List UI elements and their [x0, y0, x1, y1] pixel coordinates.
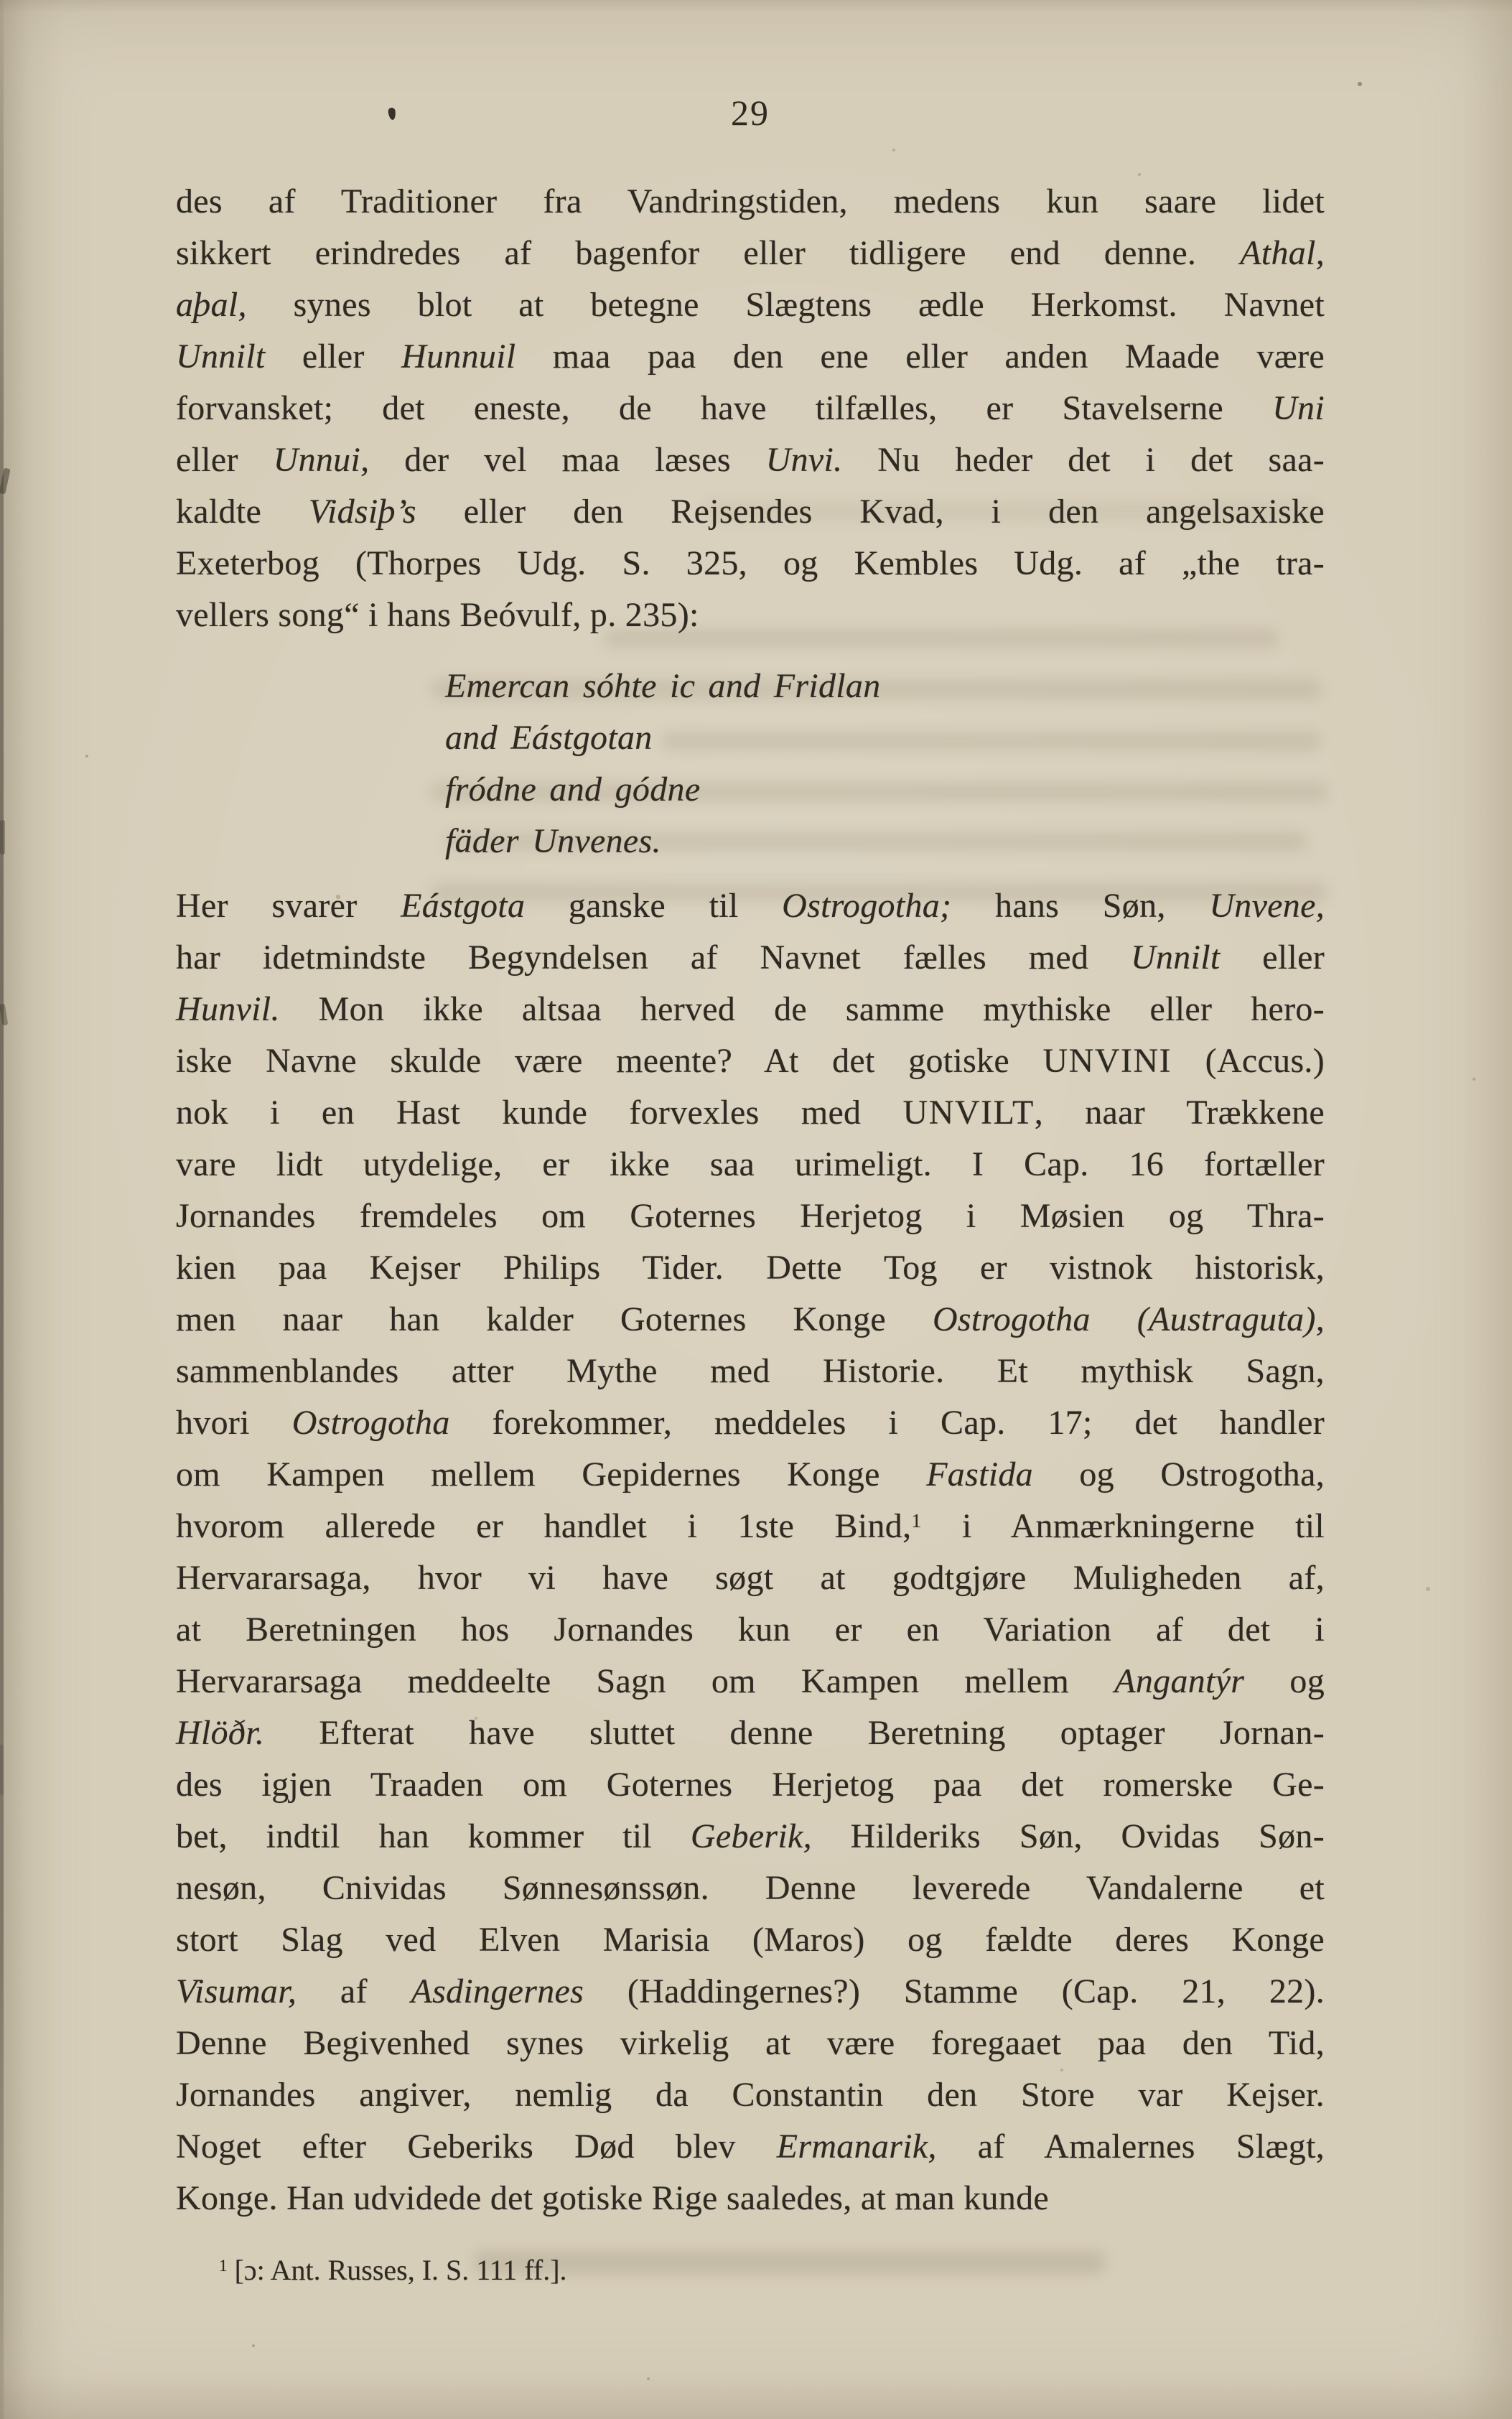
text-line — [176, 434, 1325, 486]
text-segment: , naar Trækkene — [1034, 1094, 1325, 1132]
text-segment: om Kampen mellem Gepidernes Konge — [176, 1455, 927, 1493]
text-line — [176, 331, 1325, 383]
text-segment: Unnui, — [273, 441, 370, 479]
text-segment: Hervararsaga meddeelte Sagn om Kampen mellem — [176, 1662, 1115, 1700]
verse-block — [445, 661, 1325, 867]
paragraph — [176, 176, 1325, 641]
text-segment: og — [1244, 1662, 1325, 1700]
text-line — [176, 1552, 1325, 1604]
text-segment: Unvi. — [765, 441, 843, 479]
text-segment: sammenblandes atter Mythe med Historie. Et mythisk Sagn, — [176, 1352, 1325, 1390]
text-segment: Angantýr — [1114, 1662, 1245, 1700]
text-segment: Unnilt — [1131, 938, 1221, 977]
text-segment: af Amalernes Slægt, — [936, 2127, 1325, 2166]
text-line — [176, 932, 1325, 984]
text-segment: eller — [1220, 938, 1325, 977]
text-segment: Athal, — [1240, 234, 1325, 272]
text-segment: hvorom allerede er handlet i 1ste Bind, — [176, 1507, 912, 1545]
text-block — [176, 176, 1325, 2224]
text-segment: Geberik, — [690, 1817, 812, 1855]
text-line — [176, 279, 1325, 331]
text-line — [176, 1811, 1325, 1863]
text-segment: Unnilt — [176, 337, 266, 376]
text-segment: kien paa Kejser Philips Tider. Dette Tog er vistnok historisk, — [176, 1249, 1325, 1287]
text-segment: Konge. Han udvidede det gotiske Rige saaledes, at man kunde — [176, 2179, 1050, 2217]
text-segment: Hunvil. — [176, 990, 280, 1028]
text-line — [176, 1190, 1325, 1242]
binding-stitch-mark — [0, 1004, 8, 1026]
text-segment: der vel maa læses — [369, 441, 766, 479]
text-line — [176, 228, 1325, 279]
text-segment: synes blot at betegne Slægtens ædle Herkomst. Navnet — [246, 286, 1325, 324]
text-segment: UNVILT — [902, 1094, 1035, 1132]
text-segment: Vidsiþ’s — [308, 493, 416, 531]
text-segment: des igjen Traaden om Goternes Herjetog paa det romerske Ge- — [176, 1766, 1325, 1804]
text-segment: Visumar, — [176, 1972, 297, 2010]
text-line — [176, 2018, 1325, 2069]
text-segment: UNVINI — [1042, 1042, 1172, 1080]
text-segment: fródne and gódne — [445, 770, 701, 808]
text-segment: Emercan sóhte ic and Fridlan — [445, 667, 881, 705]
text-segment: des af Traditioner fra Vandringstiden, medens kun saare lidet — [176, 182, 1325, 220]
text-segment: forvansket; det eneste, de have tilfælles, er Stavelserne — [176, 389, 1273, 427]
text-segment: Denne Begivenhed synes virkelig at være foregaaet paa den Tid, — [176, 2024, 1325, 2062]
text-segment: and Eástgotan — [445, 719, 653, 757]
text-segment: Her svarer — [176, 887, 401, 925]
footnote — [176, 2252, 1368, 2289]
text-segment: (Accus.) — [1172, 1042, 1325, 1080]
text-segment: Hunnuil — [401, 337, 516, 376]
text-line — [176, 1346, 1325, 1397]
page-number: 29 — [731, 93, 770, 133]
text-segment: Unvene, — [1209, 887, 1325, 925]
text-line — [176, 1087, 1325, 1139]
text-line — [176, 589, 1325, 641]
text-segment: aþal, — [176, 286, 247, 324]
text-segment: kaldte — [176, 493, 309, 531]
text-segment: nesøn, Cnividas Sønnesønssøn. Denne leverede Vandalerne et — [176, 1869, 1325, 1907]
text-line — [176, 1707, 1325, 1759]
text-segment: Ostrogotha — [291, 1404, 450, 1442]
text-line — [176, 880, 1325, 932]
footnote-reference: 1 — [219, 2257, 228, 2276]
text-line — [176, 176, 1325, 228]
text-line — [176, 1759, 1325, 1811]
text-segment: hvori — [176, 1404, 292, 1442]
text-line — [445, 661, 1325, 712]
text-segment: fäder Unvenes. — [445, 822, 661, 860]
text-segment: (Haddingernes?) Stamme (Cap. 21, 22). — [584, 1972, 1325, 2010]
text-line — [176, 2069, 1325, 2121]
text-segment: iske Navne skulde være meente? At det gotiske — [176, 1042, 1043, 1080]
text-line — [176, 1656, 1325, 1707]
text-line — [445, 764, 1325, 816]
text-segment: stort Slag ved Elven Marisia (Maros) og fældte deres Konge — [176, 1921, 1325, 1959]
text-segment: Mon ikke altsaa herved de samme mythiske eller hero- — [279, 990, 1325, 1028]
text-line — [176, 984, 1325, 1035]
binding-edge — [0, 0, 4, 2419]
text-segment: Ostrogotha; — [782, 887, 952, 925]
text-line — [176, 1914, 1325, 1966]
text-segment: Jornandes fremdeles om Goternes Herjetog i Møsien og Thra- — [176, 1197, 1325, 1235]
text-segment: at Beretningen hos Jornandes kun er en Variation af det i — [176, 1611, 1325, 1649]
text-segment: Eástgota — [401, 887, 526, 925]
text-line — [176, 1139, 1325, 1190]
paragraph — [176, 880, 1325, 2224]
paper-speckles — [0, 0, 1, 1]
text-segment: og Ostrogotha, — [1032, 1455, 1325, 1493]
text-line — [176, 538, 1325, 589]
text-line — [176, 1966, 1325, 2018]
text-line — [176, 1035, 1325, 1087]
text-segment: bet, indtil han kommer til — [176, 1817, 691, 1855]
text-segment: hans Søn, — [951, 887, 1210, 925]
text-segment: men naar han kalder Goternes Konge — [176, 1300, 933, 1338]
text-segment: vare lidt utydelige, er ikke saa urimeligt. I Cap. 16 fortæller — [176, 1145, 1325, 1183]
footnote-reference: 1 — [911, 1510, 922, 1533]
text-segment: i Anmærkningerne til — [921, 1507, 1325, 1545]
text-line — [445, 712, 1325, 764]
text-segment: Noget efter Geberiks Død blev — [176, 2127, 777, 2166]
text-segment: eller den Rejsendes Kvad, i den angelsaxiske — [416, 493, 1325, 531]
text-segment: Hilderiks Søn, Ovidas Søn- — [811, 1817, 1325, 1855]
text-line — [176, 2173, 1325, 2224]
binding-stitch-mark — [0, 820, 5, 854]
text-segment: maa paa den ene eller anden Maade være — [515, 337, 1325, 376]
text-line — [176, 1501, 1325, 1552]
text-segment: vellers song“ i hans Beóvulf, p. 235): — [176, 596, 699, 634]
text-line — [176, 1242, 1325, 1294]
text-segment: sikkert erindredes af bagenfor eller tidligere end denne. — [176, 234, 1241, 272]
text-line — [176, 1863, 1325, 1914]
text-segment: Ostrogotha (Austraguta), — [932, 1300, 1325, 1338]
text-line — [176, 486, 1325, 538]
text-segment: Hervararsaga, hvor vi have søgt at godtgjøre Muligheden af, — [176, 1559, 1325, 1597]
text-segment: eller — [265, 337, 401, 376]
text-line — [445, 816, 1325, 867]
binding-stitch-mark — [0, 1745, 4, 1795]
text-segment: Exeterbog (Thorpes Udg. S. 325, og Kembles Udg. af „the tra- — [176, 544, 1325, 582]
text-segment: Efterat have sluttet denne Beretning optager Jornan- — [264, 1714, 1325, 1752]
text-segment: eller — [176, 441, 274, 479]
text-segment: af — [297, 1972, 411, 2010]
text-segment: forekommer, meddeles i Cap. 17; det handler — [449, 1404, 1325, 1442]
text-line — [176, 2121, 1325, 2173]
text-segment: nok i en Hast kunde forvexles med — [176, 1094, 903, 1132]
text-segment: Uni — [1272, 389, 1325, 427]
text-line — [176, 1449, 1325, 1501]
text-line — [176, 1294, 1325, 1346]
text-segment: [ɔ: Ant. Russes, I. S. 111 ff.]. — [227, 2254, 567, 2286]
text-segment: Hlöðr. — [176, 1714, 265, 1752]
text-segment: Fastida — [926, 1455, 1033, 1493]
text-segment: Asdingernes — [411, 1972, 584, 2010]
text-segment: har idetmindste Begyndelsen af Navnet fælles med — [176, 938, 1131, 977]
text-line — [176, 383, 1325, 434]
text-line — [176, 1397, 1325, 1449]
text-segment: ganske til — [525, 887, 783, 925]
text-segment: Nu heder det i det saa- — [842, 441, 1325, 479]
text-segment: Ermanarik, — [776, 2127, 937, 2166]
text-segment: Jornandes angiver, nemlig da Constantin den Store var Kejser. — [176, 2076, 1325, 2114]
text-line — [176, 1604, 1325, 1656]
